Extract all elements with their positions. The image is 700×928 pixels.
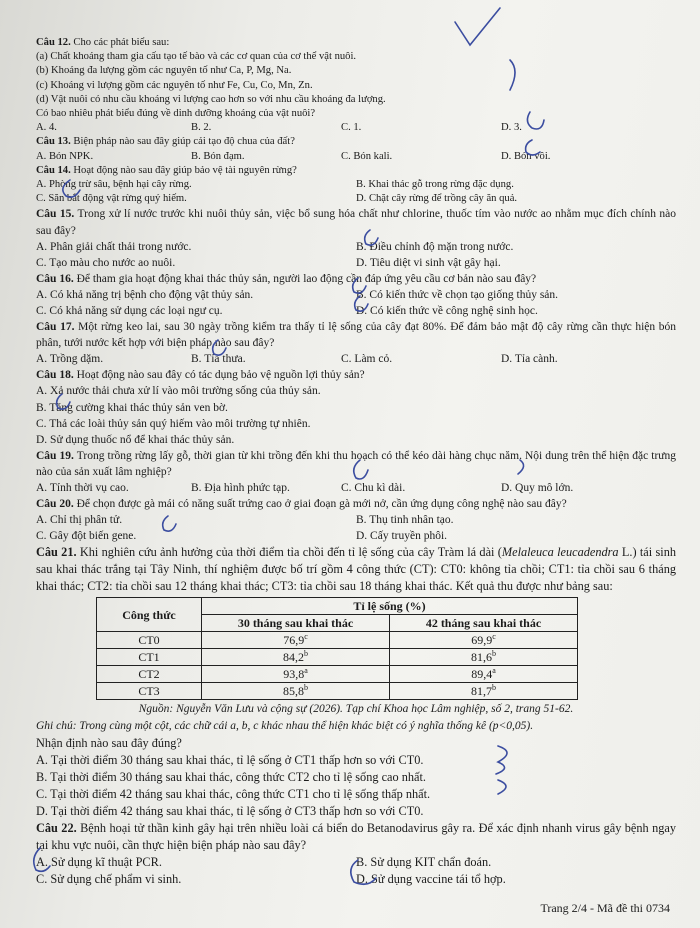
q19-stem: Trong trồng rừng lấy gỗ, thời gian từ khi trồng đến khi thu hoạch có thể kéo dài hàng chục năm. Nội dung trên thể hiện đặc trưng nào của sản xuất lâm nghiệp? [36,449,677,478]
cell-ct: CT1 [97,649,202,666]
q15-option-c[interactable]: C. Tạo màu cho nước ao nuôi. [36,256,176,269]
q22-options [36,854,676,888]
q21-source: Nguồn: Nguyễn Văn Lưu và cộng sự (2026). Tạp chí Khoa học Lâm nghiệp, số 2, trang 51-62. [138,703,574,716]
q18-option-b[interactable]: B. Tăng cường khai thác thủy sản ven bờ. [36,401,228,414]
question-14 [36,164,676,207]
cell-v30: 93,8$^a$ [202,666,390,683]
q22-option-a[interactable]: A. Sử dụng kĩ thuật PCR. [36,855,162,870]
q17-option-c[interactable]: C. Làm cỏ. [341,353,393,366]
q18-option-d[interactable]: D. Sử dụng thuốc nổ để khai thác thủy sản. [36,433,235,446]
q21-col-30: 30 tháng sau khai thác [202,615,390,632]
q14-label: Câu 14. [36,164,71,176]
q21-col-formula: Công thức [97,598,202,632]
q20-option-c[interactable]: C. Gây đột biến gene. [36,530,137,543]
q13-option-b[interactable]: B. Bón đạm. [191,150,245,162]
q13-option-d[interactable]: D. Bón vôi. [501,150,551,162]
q21-label: Câu 21. [36,545,77,560]
q13-option-a[interactable]: A. Bón NPK. [36,150,94,162]
cell-ct: CT0 [97,632,202,649]
q21-survival-table [96,597,578,700]
q18-label: Câu 18. [36,369,74,382]
q12-statement-d: (d) Vật nuôi có nhu cầu khoáng vi lượng cao hơn so với nhu cầu khoáng đa lượng. [36,93,386,105]
q20-stem: Để chọn được gà mái có năng suất trứng cao ở giai đoạn gà mới nở, cần ứng dụng công nghệ nào sau đây? [76,498,567,511]
q22-option-d[interactable]: D. Sử dụng vaccine tái tổ hợp. [356,872,506,887]
q17-option-a[interactable]: A. Trồng dặm. [36,353,104,366]
q12-ask: Có bao nhiêu phát biểu đúng về dinh dưỡng khoáng của vật nuôi? [36,108,316,120]
q21-note: Ghi chú: Trong cùng một cột, các chữ cái a, b, c khác nhau thể hiện khác biệt có ý nghĩa thống kê (p<0,05). [36,720,534,733]
q15-option-d[interactable]: D. Tiêu diệt vi sinh vật gây hại. [356,256,501,269]
q14-option-d[interactable]: D. Chặt cây rừng để trồng cây ăn quả. [356,193,518,205]
q16-stem: Để tham gia hoạt động khai thác thủy sản, người lao động cần đáp ứng yêu cầu cơ bản nào sau đây? [76,272,537,285]
q16-option-c[interactable]: C. Có khả năng sử dụng các loại ngư cụ. [36,305,223,317]
q12-option-c[interactable]: C. 1. [341,122,362,134]
q12-option-d[interactable]: D. 3. [501,122,522,134]
q22-stem: Bệnh hoại tử thần kinh gây hại trên nhiều loài cá biển do Betanodavirus gây ra. Để xác định nhanh virus gây bệnh ngay tại khu vực nuôi, cần thực hiện biện pháp nào sau đây? [36,821,677,853]
q19-option-d[interactable]: D. Quy mô lớn. [501,482,574,495]
cell-v42: 81,7$^b$ [390,683,578,700]
cell-v42: 89,4$^a$ [390,666,578,683]
q12-statement-b: (b) Khoáng đa lượng gồm các nguyên tố như Ca, P, Mg, Na. [36,65,292,77]
q22-label: Câu 22. [36,821,77,836]
question-15 [36,206,676,270]
q12-stem: Cho các phát biểu sau: [73,37,170,48]
q17-options [36,351,676,367]
page-footer: Trang 2/4 - Mã đề thi 0734 [540,901,670,915]
q19-option-c[interactable]: C. Chu kì dài. [341,482,406,495]
question-18 [36,367,676,447]
question-16 [36,271,676,319]
q18-option-a[interactable]: A. Xả nước thải chưa xử lí vào môi trường sống của thủy sản. [36,385,321,398]
q13-stem: Biện pháp nào sau đây giúp cải tạo độ chua của đất? [73,136,295,148]
exam-content [36,36,676,888]
question-22 [36,820,676,888]
q14-option-a[interactable]: A. Phòng trừ sâu, bệnh hại cây rừng. [36,179,192,191]
q17-stem: Một rừng keo lai, sau 30 ngày trồng kiểm tra thấy tỉ lệ sống của cây đạt 80%. Để đảm bảo mật độ cây rừng cần thực hiện bón phân, tưới nước kết hợp với biện pháp nào sau đây? [36,321,677,350]
question-12 [36,36,676,135]
cell-v30: 84,2$^b$ [202,649,390,666]
q22-option-b[interactable]: B. Sử dụng KIT chẩn đoán. [356,855,492,870]
q21-ask: Nhận định nào sau đây đúng? [36,736,182,751]
q12-label: Câu 12. [36,37,71,48]
question-21 [36,544,676,820]
q15-stem: Trong xử lí nước trước khi nuôi thủy sản, việc bổ sung hóa chất như chlorine, thuốc tím vào nước ao nhằm mục đích chính nào sau đây? [36,208,677,237]
q20-options [36,512,676,544]
q17-option-d[interactable]: D. Tỉa cành. [501,353,558,366]
q21-option-d[interactable]: D. Tại thời điểm 42 tháng sau khai thác, tỉ lệ sống ở CT3 thấp hơn so với CT0. [36,804,424,819]
q15-option-a[interactable]: A. Phân giải chất thải trong nước. [36,240,192,253]
q12-options [36,121,676,135]
q20-option-a[interactable]: A. Chỉ thị phân tử. [36,514,123,527]
cell-v42: 81,6$^b$ [390,649,578,666]
table-row [97,666,578,683]
q12-statement-c: (c) Khoáng vi lượng gồm các nguyên tố như Fe, Cu, Co, Mn, Zn. [36,79,313,91]
cell-v42: 69,9$^c$ [390,632,578,649]
table-row [97,649,578,666]
q18-option-c[interactable]: C. Thả các loài thủy sản quý hiếm vào môi trường tự nhiên. [36,417,311,430]
q21-stem-after: L.) tái sinh sau khai thác trắng tại Tây Ninh, thí nghiệm được bố trí gồm 4 công thức (CT): CT0: không tỉa chồi; CT1: tỉa chồi sau 6 tháng khai thác; CT2: tỉa chồi sau 12 tháng khai thác; CT3: tỉa chồi sau 18 tháng khai thác. Kết quả thu được như bảng sau: [36,545,676,594]
q13-option-c[interactable]: C. Bón kali. [341,150,393,162]
cell-ct: CT3 [97,683,202,700]
table-row [97,632,578,649]
q13-options [36,150,676,164]
q12-option-b[interactable]: B. 2. [191,122,212,134]
q19-option-b[interactable]: B. Địa hình phức tạp. [191,482,290,495]
q14-options [36,178,676,206]
q22-option-c[interactable]: C. Sử dụng chế phẩm vi sinh. [36,872,182,887]
q16-option-d[interactable]: D. Có kiến thức về công nghệ sinh học. [356,305,538,317]
q21-stem-before: Khi nghiên cứu ảnh hưởng của thời điểm tỉa chồi đến tỉ lệ sống của cây Tràm lá dài ( [79,545,502,560]
q20-option-b[interactable]: B. Thụ tinh nhân tạo. [356,514,454,527]
q20-label: Câu 20. [36,498,74,511]
q19-options [36,480,676,496]
q16-option-b[interactable]: B. Có kiến thức về chọn tạo giống thủy sản. [356,288,559,301]
question-17 [36,319,676,367]
question-19 [36,448,676,496]
q15-option-b[interactable]: B. Điều chỉnh độ mặn trong nước. [356,240,514,253]
cell-v30: 76,9$^c$ [202,632,390,649]
cell-v30: 85,8$^b$ [202,683,390,700]
q15-label: Câu 15. [36,208,75,221]
q18-stem: Hoạt động nào sau đây có tác dụng bảo vệ nguồn lợi thủy sản? [76,369,365,382]
q17-label: Câu 17. [36,321,75,334]
cell-ct: CT2 [97,666,202,683]
table-row [97,683,578,700]
q21-col-42: 42 tháng sau khai thác [390,615,578,632]
q21-col-group: Tỉ lệ sống (%) [202,598,578,615]
q12-option-a[interactable]: A. 4. [36,122,57,134]
q21-species: Melaleuca leucadendra [501,545,619,560]
question-20 [36,496,676,544]
q14-option-c[interactable]: C. Săn bắt động vật rừng quý hiếm. [36,193,187,205]
q15-options [36,239,676,271]
q16-label: Câu 16. [36,272,74,285]
q19-option-a[interactable]: A. Tính thời vụ cao. [36,482,129,495]
question-13 [36,135,676,163]
q21-option-a[interactable]: A. Tại thời điểm 30 tháng sau khai thác, tỉ lệ sống ở CT1 thấp hơn so với CT0. [36,753,424,768]
q21-option-b[interactable]: B. Tại thời điểm 30 tháng sau khai thác, công thức CT2 cho tỉ lệ sống cao nhất. [36,770,426,785]
q20-option-d[interactable]: D. Cấy truyền phôi. [356,530,448,543]
q16-option-a[interactable]: A. Có khả năng trị bệnh cho động vật thủy sản. [36,288,254,301]
q14-option-b[interactable]: B. Khai thác gỗ trong rừng đặc dụng. [356,179,514,191]
q16-options [36,287,676,319]
q12-statement-a: (a) Chất khoáng tham gia cấu tạo tế bào và các cơ quan của cơ thể vật nuôi. [36,51,357,63]
q14-stem: Hoạt động nào sau đây giúp bảo vệ tài nguyên rừng? [73,164,297,176]
q17-option-b[interactable]: B. Tỉa thưa. [191,353,246,366]
q13-label: Câu 13. [36,136,71,148]
q19-label: Câu 19. [36,449,74,462]
q21-option-c[interactable]: C. Tại thời điểm 42 tháng sau khai thác, công thức CT1 cho tỉ lệ sống thấp nhất. [36,787,431,802]
